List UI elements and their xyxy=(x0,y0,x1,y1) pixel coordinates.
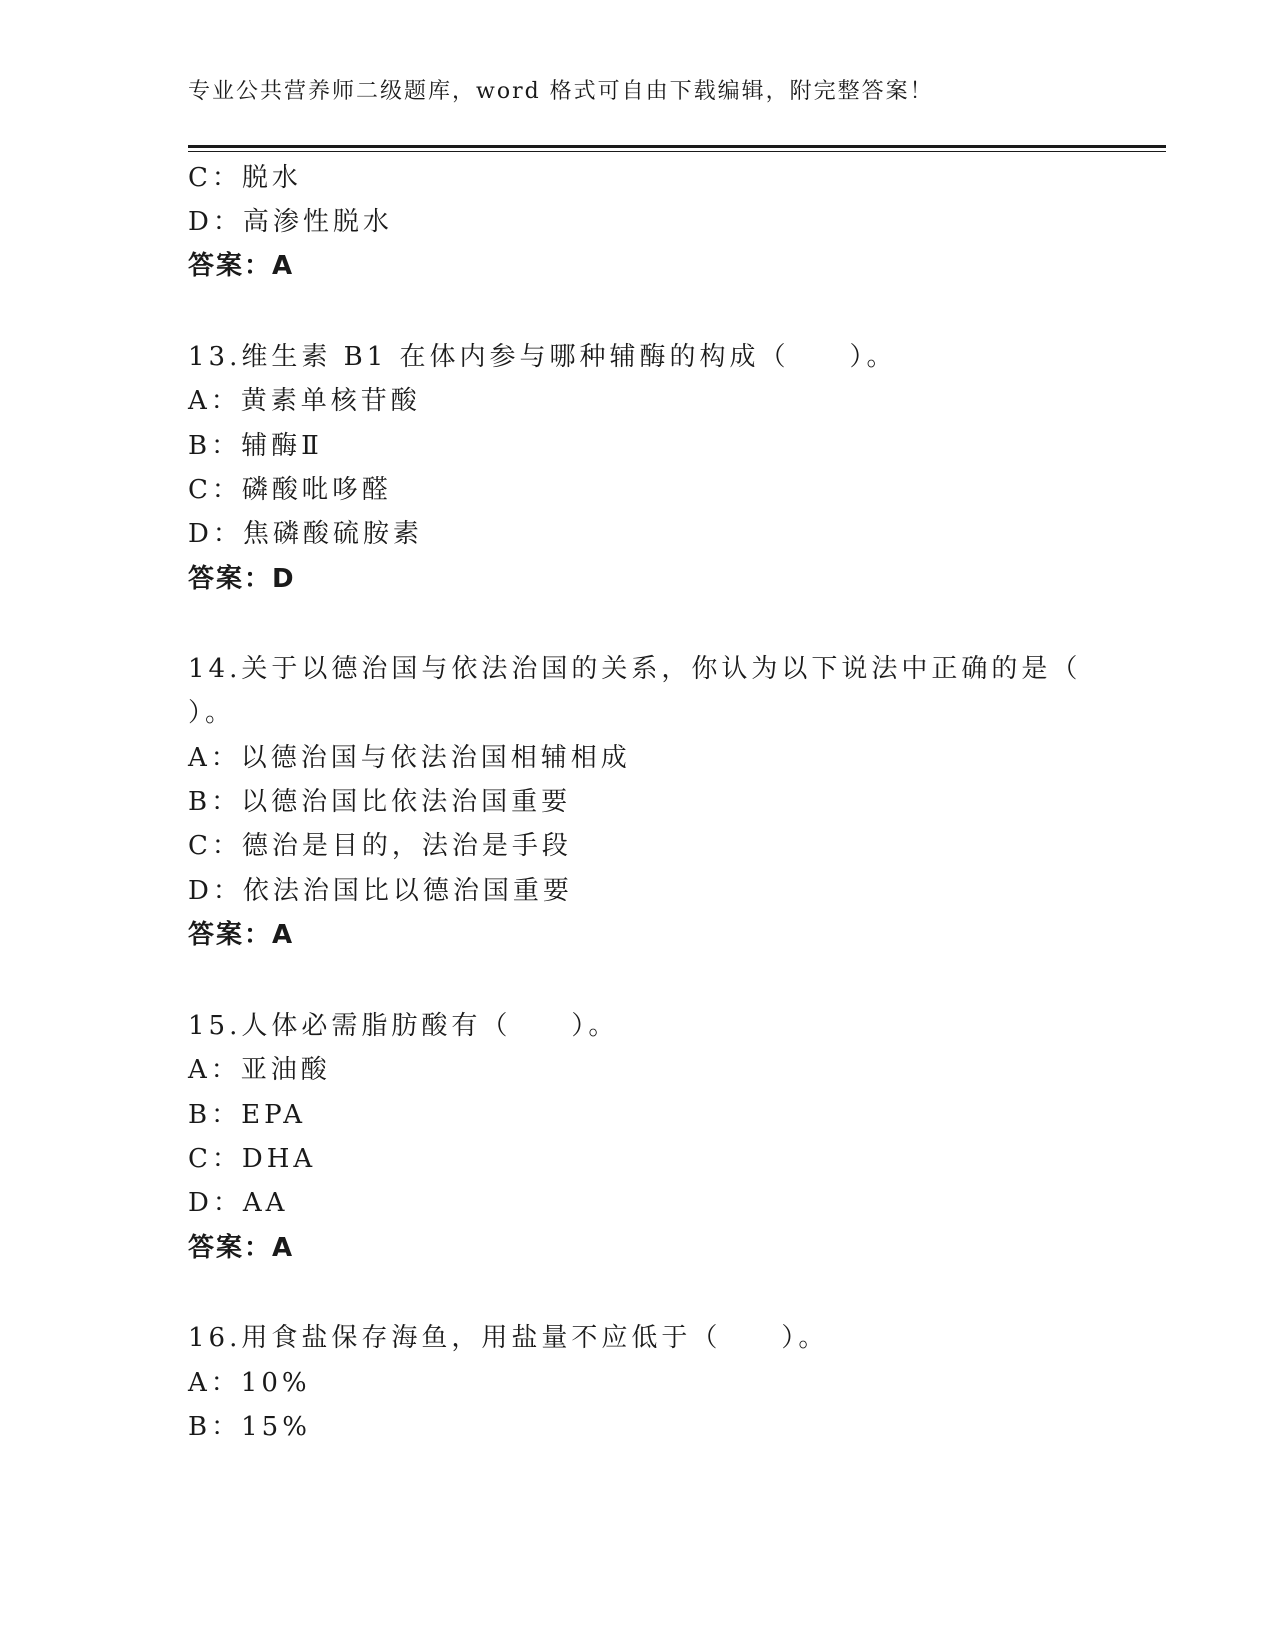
q15-option-c: C：DHA xyxy=(188,1144,317,1174)
q13-option-c: C：磷酸吡哆醛 xyxy=(188,475,392,505)
q13-question: 13.维生素 B1 在体内参与哪种辅酶的构成（ ）。 xyxy=(188,342,897,372)
q13-option-b: B：辅酶Ⅱ xyxy=(188,431,323,461)
q14-option-c: C：德治是目的，法治是手段 xyxy=(188,831,572,861)
q14-option-a: A：以德治国与依法治国相辅相成 xyxy=(188,743,631,773)
q15-question: 15.人体必需脂肪酸有（ ）。 xyxy=(188,1011,619,1041)
q13-answer: 答案：D xyxy=(188,564,296,594)
q16-question: 16.用食盐保存海鱼，用盐量不应低于（ ）。 xyxy=(188,1323,829,1353)
q14-question: 14.关于以德治国与依法治国的关系，你认为以下说法中正确的是（ xyxy=(188,654,1082,684)
q15-option-b: B：EPA xyxy=(188,1100,306,1130)
q13-option-a: A：黄素单核苷酸 xyxy=(188,386,421,416)
q15-option-a: A：亚油酸 xyxy=(188,1055,331,1085)
q16-option-b: B：15% xyxy=(188,1412,311,1442)
q12-answer: 答案：A xyxy=(188,251,295,281)
header-rule-thick xyxy=(188,145,1166,148)
q15-answer: 答案：A xyxy=(188,1233,295,1263)
q14-answer: 答案：A xyxy=(188,920,295,950)
q13-option-d: D：焦磷酸硫胺素 xyxy=(188,519,423,549)
header-rule-thin xyxy=(188,151,1166,152)
q16-option-a: A：10% xyxy=(188,1368,311,1398)
document-header: 专业公共营养师二级题库，word 格式可自由下载编辑，附完整答案！ xyxy=(188,79,934,104)
q12-option-d: D：高渗性脱水 xyxy=(188,207,393,237)
q14-option-b: B：以德治国比依法治国重要 xyxy=(188,787,572,817)
q15-option-d: D：AA xyxy=(188,1188,289,1218)
q14-option-d: D：依法治国比以德治国重要 xyxy=(188,876,573,906)
q14-question-cont: ）。 xyxy=(188,698,236,728)
q12-option-c: C：脱水 xyxy=(188,163,302,193)
